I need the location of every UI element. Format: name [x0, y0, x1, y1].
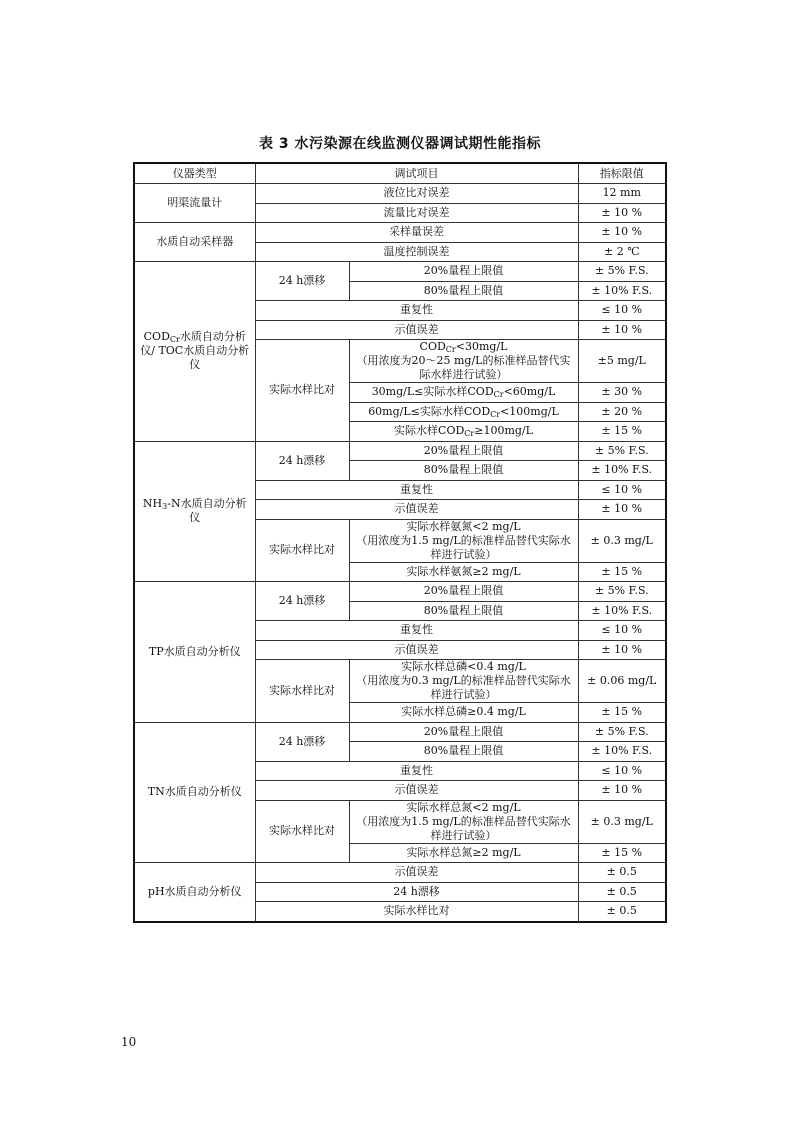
category-flow-meter: 明渠流量计 — [134, 184, 255, 223]
table-row — [134, 582, 666, 602]
limit-value: ± 10 % — [578, 781, 666, 801]
cod-r2-post: <60mg/L — [503, 385, 556, 399]
nh3-r1-main: 实际水样氨氮<2 mg/L — [406, 519, 521, 533]
header-type: 仪器类型 — [134, 163, 255, 184]
test-item: 实际水样比对 — [255, 902, 578, 922]
limit-value: ± 10% F.S. — [578, 601, 666, 621]
category-tp: TP水质自动分析仪 — [134, 582, 255, 723]
limit-value: ± 30 % — [578, 383, 666, 403]
limit-value: ±5 mg/L — [578, 340, 666, 383]
limit-value: ± 0.5 — [578, 902, 666, 922]
cod-r3-post: <100mg/L — [500, 404, 559, 418]
test-item: 实际水样总氮≥2 mg/L — [349, 843, 578, 863]
header-limit: 指标限值 — [578, 163, 666, 184]
test-item: 流量比对误差 — [255, 203, 578, 223]
limit-value: ± 10% F.S. — [578, 461, 666, 481]
test-item: 重复性 — [255, 301, 578, 321]
page-number: 10 — [121, 1035, 137, 1049]
cod-r4-sub: Cr — [464, 429, 475, 439]
test-item — [349, 402, 578, 422]
limit-value: ± 20 % — [578, 402, 666, 422]
compare-label: 实际水样比对 — [255, 800, 349, 863]
limit-value: 12 mm — [578, 184, 666, 204]
test-item: 示值误差 — [255, 640, 578, 660]
test-item: 示值误差 — [255, 863, 578, 883]
test-item: 重复性 — [255, 761, 578, 781]
limit-value: ± 10 % — [578, 203, 666, 223]
cod-name-pre: COD — [143, 330, 170, 344]
limit-value: ± 10% F.S. — [578, 281, 666, 301]
test-item: 20%量程上限值 — [349, 722, 578, 742]
performance-table — [133, 162, 667, 923]
test-item: 实际水样总磷≥0.4 mg/L — [349, 703, 578, 723]
cod-r1-note: （用浓度为20～25 mg/L的标准样品替代实际水样进行试验） — [356, 354, 571, 381]
limit-value: ± 0.5 — [578, 863, 666, 883]
header-item: 调试项目 — [255, 163, 578, 184]
limit-value: ± 5% F.S. — [578, 722, 666, 742]
drift-label: 24 h漂移 — [255, 262, 349, 301]
limit-value: ≤ 10 % — [578, 621, 666, 641]
limit-value: ± 0.5 — [578, 882, 666, 902]
table-row — [134, 863, 666, 883]
cod-r4-pre: 实际水样COD — [394, 424, 465, 438]
test-item: 20%量程上限值 — [349, 582, 578, 602]
test-item: 重复性 — [255, 621, 578, 641]
test-item: 80%量程上限值 — [349, 281, 578, 301]
test-item: 80%量程上限值 — [349, 461, 578, 481]
limit-value: ± 15 % — [578, 843, 666, 863]
limit-value: ± 15 % — [578, 703, 666, 723]
test-item: 示值误差 — [255, 781, 578, 801]
cod-name-sub: Cr — [169, 335, 180, 345]
limit-value: ± 10 % — [578, 320, 666, 340]
category-nh3n — [134, 441, 255, 582]
cod-r1-pre: COD — [419, 340, 446, 353]
compare-label: 实际水样比对 — [255, 519, 349, 582]
test-item: 24 h漂移 — [255, 882, 578, 902]
test-item: 重复性 — [255, 480, 578, 500]
compare-label: 实际水样比对 — [255, 340, 349, 442]
limit-value: ± 15 % — [578, 422, 666, 442]
nh3-name-pre: NH — [142, 497, 163, 511]
limit-value: ≤ 10 % — [578, 480, 666, 500]
nh3-r1-note: （用浓度为1.5 mg/L的标准样品替代实际水样进行试验） — [356, 533, 571, 561]
limit-value: ± 0.06 mg/L — [578, 660, 666, 703]
test-item — [349, 422, 578, 442]
test-item: 20%量程上限值 — [349, 262, 578, 282]
test-item — [349, 660, 578, 703]
limit-value: ± 10 % — [578, 500, 666, 520]
test-item — [349, 383, 578, 403]
test-item: 示值误差 — [255, 320, 578, 340]
category-tn: TN水质自动分析仪 — [134, 722, 255, 863]
cod-r3-pre: 60mg/L≤实际水样COD — [368, 404, 491, 418]
compare-label: 实际水样比对 — [255, 660, 349, 723]
limit-value: ± 5% F.S. — [578, 441, 666, 461]
limit-value: ≤ 10 % — [578, 761, 666, 781]
drift-label: 24 h漂移 — [255, 582, 349, 621]
test-item: 80%量程上限值 — [349, 601, 578, 621]
category-ph: pH水质自动分析仪 — [134, 863, 255, 922]
nh3-name-sub: 3 — [162, 502, 168, 512]
cod-r3-sub: Cr — [490, 409, 501, 419]
limit-value: ± 15 % — [578, 562, 666, 582]
tp-r1-note: （用浓度为0.3 mg/L的标准样品替代实际水样进行试验） — [356, 674, 571, 701]
limit-value: ≤ 10 % — [578, 301, 666, 321]
table-title: 表 3 水污染源在线监测仪器调试期性能指标 — [259, 136, 541, 152]
limit-value: ± 0.3 mg/L — [578, 800, 666, 843]
test-item: 示值误差 — [255, 500, 578, 520]
tn-r1-main: 实际水样总氮<2 mg/L — [406, 800, 521, 814]
cod-r1-sub: Cr — [445, 345, 456, 354]
test-item: 实际水样氨氮≥2 mg/L — [349, 562, 578, 582]
table-row — [134, 223, 666, 243]
limit-value: ± 10 % — [578, 640, 666, 660]
category-cod — [134, 262, 255, 442]
test-item: 80%量程上限值 — [349, 742, 578, 762]
limit-value: ± 5% F.S. — [578, 582, 666, 602]
table-row — [134, 262, 666, 282]
nh3-name-post: -N水质自动分析仪 — [167, 497, 247, 525]
test-item: 采样量误差 — [255, 223, 578, 243]
limit-value: ± 10 % — [578, 223, 666, 243]
category-sampler: 水质自动采样器 — [134, 223, 255, 262]
cod-name-post: 水质自动分析仪/ TOC水质自动分析仪 — [140, 330, 250, 372]
cod-r2-sub: Cr — [493, 390, 504, 400]
test-item — [349, 340, 578, 383]
drift-label: 24 h漂移 — [255, 722, 349, 761]
table-row — [134, 441, 666, 461]
table-header-row — [134, 163, 666, 184]
test-item — [349, 519, 578, 562]
cod-r1-post: <30mg/L — [455, 340, 508, 353]
test-item: 温度控制误差 — [255, 242, 578, 262]
table-row — [134, 722, 666, 742]
test-item — [349, 800, 578, 843]
limit-value: ± 10% F.S. — [578, 742, 666, 762]
limit-value: ± 2 ℃ — [578, 242, 666, 262]
table-row — [134, 184, 666, 204]
tn-r1-note: （用浓度为1.5 mg/L的标准样品替代实际水样进行试验） — [356, 814, 571, 842]
drift-label: 24 h漂移 — [255, 441, 349, 480]
tp-r1-main: 实际水样总磷<0.4 mg/L — [401, 660, 526, 673]
test-item: 20%量程上限值 — [349, 441, 578, 461]
limit-value: ± 0.3 mg/L — [578, 519, 666, 562]
limit-value: ± 5% F.S. — [578, 262, 666, 282]
cod-r2-pre: 30mg/L≤实际水样COD — [371, 385, 494, 399]
test-item: 液位比对误差 — [255, 184, 578, 204]
cod-r4-post: ≥100mg/L — [474, 424, 533, 438]
